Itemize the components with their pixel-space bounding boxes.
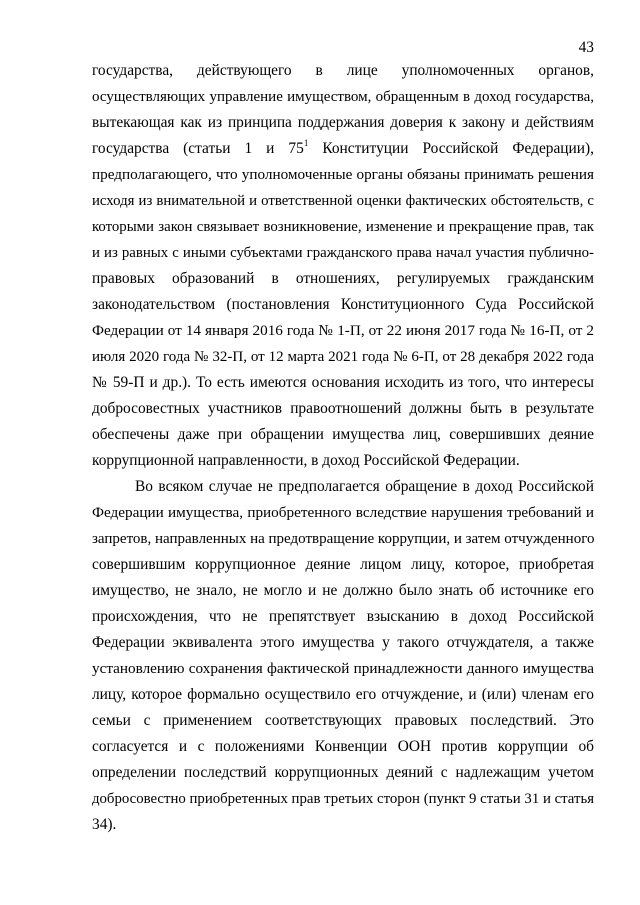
text-line: исходя из внимательной и ответственной оценки фактических обстоятельств, с: [92, 193, 594, 209]
text-fragment: государства (статьи 1 и 75: [92, 140, 304, 157]
footnote-superscript: 1: [303, 138, 309, 148]
text-line: Федерации от 14 января 2016 года № 1-П, от 22 июня 2017 года № 16-П, от 2: [92, 322, 594, 339]
text-line: установлению сохранения фактической принадлежности данного имущества: [92, 660, 594, 677]
text-line: Федерации эквивалента этого имущества у такого отчуждателя, а также: [92, 634, 594, 651]
text-fragment: Конституции Российской Федерации),: [308, 140, 594, 157]
text-line: законодательством (постановления Конституционного Суда Российской: [92, 296, 594, 313]
text-line: лицу, которое формально осуществило его отчуждение, и (или) членам его: [92, 686, 594, 703]
text-line: определении последствий коррупционных деяний с надлежащим учетом: [92, 764, 594, 781]
text-line: добросовестно приобретенных прав третьих сторон (пункт 9 статьи 31 и статья: [92, 791, 594, 807]
paragraph: [92, 474, 594, 838]
text-line-with-footnote: [92, 136, 594, 162]
text-line: семьи с применением соответствующих правовых последствий. Это: [92, 712, 594, 729]
text-line: осуществляющих управление имуществом, обращенным в доход государства,: [92, 89, 594, 105]
text-line: июля 2020 года № 32-П, от 12 марта 2021 года № 6-П, от 28 декабря 2022 года: [92, 349, 594, 365]
text-line: согласуется и с положениями Конвенции ООН против коррупции об: [92, 738, 594, 755]
text-line: которыми закон связывает возникновение, изменение и прекращение прав, так: [92, 219, 594, 235]
text-line: предполагающего, что уполномоченные органы обязаны принимать решения: [92, 166, 594, 183]
text-line: коррупционной направленности, в доход Российской Федерации.: [92, 452, 520, 469]
text-line: совершившим коррупционное деяние лицом лицу, которое, приобретая: [92, 556, 594, 573]
text-line: и из равных с иными субъектами гражданского права начал участия публично-: [92, 245, 594, 261]
text-line: государства, действующего в лице уполномоченных органов,: [92, 62, 594, 79]
text-line: запретов, направленных на предотвращение коррупции, и затем отчужденного: [92, 531, 595, 547]
text-line: 34).: [92, 816, 117, 833]
text-line: имущество, не знало, не могло и не должно было знать об источнике его: [92, 582, 594, 599]
text-line: правовых образований в отношениях, регулируемых гражданским: [92, 270, 594, 287]
page-number: 43: [578, 39, 594, 56]
text-line: происхождения, что не препятствует взысканию в доход Российской: [92, 608, 594, 625]
text-line: добросовестных участников правоотношений должны быть в результате: [92, 400, 594, 417]
text-line: вытекающая как из принципа поддержания доверия к закону и действиям: [92, 114, 594, 131]
text-line: Во всяком случае не предполагается обращение в доход Российской: [135, 478, 594, 495]
text-line: № 59-П и др.). То есть имеются основания исходить из того, что интересы: [92, 374, 594, 391]
text-line: обеспечены даже при обращении имущества лиц, совершивших деяние: [92, 426, 594, 443]
paragraph-continuation: [92, 58, 594, 474]
text-line: Федерации имущества, приобретенного вследствие нарушения требований и: [92, 504, 594, 521]
